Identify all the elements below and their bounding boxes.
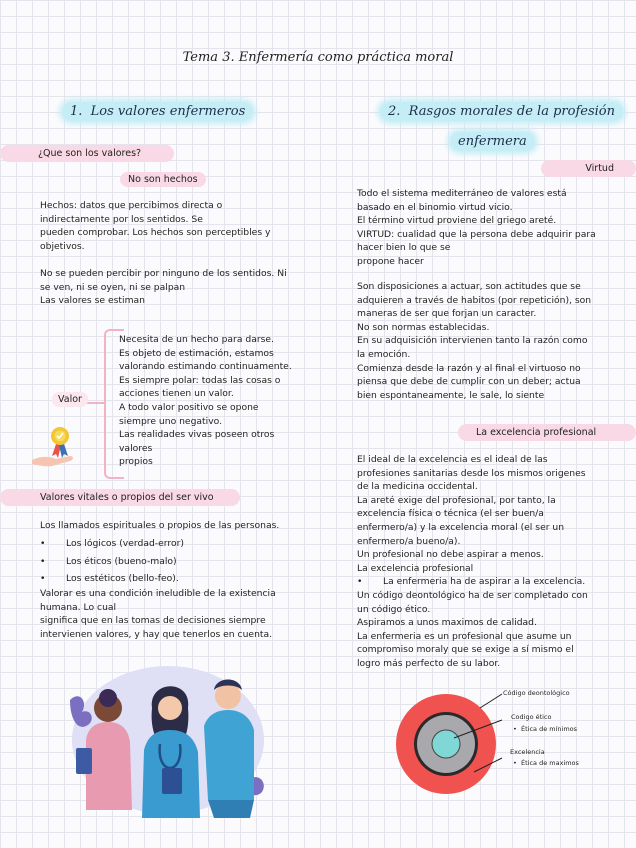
- list-item: [357, 575, 619, 589]
- bullet-icon: •: [40, 573, 46, 584]
- text-line: humana. Lo cual: [40, 601, 117, 613]
- bullet-icon: •: [40, 538, 46, 549]
- text-line: propios: [119, 456, 153, 468]
- diagram-label-deontologico: Código deontológico: [503, 689, 570, 697]
- valor-label: Valor: [52, 392, 88, 407]
- text-line: Es siempre polar: todas las cosas o: [119, 374, 281, 386]
- text-line: Un código deontológico ha de ser completado con: [357, 589, 588, 601]
- text-line: A todo valor positivo se opone: [119, 401, 259, 413]
- text-line: enfermero/a) y la excelencia moral (el ser un: [357, 521, 565, 533]
- text-line: Comienza desde la razón y al final el virtuoso no: [357, 362, 581, 374]
- virtud-paragraph-1: [357, 187, 617, 269]
- no-hechos-badge: No son hechos: [120, 172, 206, 187]
- bullet-text: Los estéticos (bello-feo).: [66, 573, 179, 584]
- bullet-text: La enfermeria ha de aspirar a la excelencia.: [383, 576, 586, 588]
- page-title: Tema 3. Enfermería como práctica moral: [182, 50, 454, 65]
- diagram-item-excelencia: [513, 759, 579, 768]
- text-line: un código ético.: [357, 603, 431, 615]
- text-line: La excelencia profesional: [357, 562, 474, 574]
- excelencia-paragraph-1: [357, 453, 619, 671]
- text-line: compromiso moraly que se exige a sí mismo el: [357, 644, 574, 656]
- text-line: VIRTUD: cualidad que la persona debe adquirir para: [357, 228, 596, 240]
- medal-hand-icon: [30, 422, 78, 468]
- text-line: Son disposiciones a actuar, son actitudes que se: [357, 281, 581, 292]
- bullet-icon: •: [357, 576, 363, 588]
- bullet-icon: •: [40, 555, 46, 567]
- vitales-title: Valores vitales o propios del ser vivo: [40, 492, 214, 503]
- right-heading-2: [450, 134, 535, 149]
- right-heading: [380, 104, 623, 119]
- left-heading: [62, 104, 253, 119]
- virtud-banner: [541, 160, 636, 177]
- excelencia-banner: [458, 424, 636, 441]
- no-percibir-paragraph: [40, 267, 305, 308]
- virtud-title: Virtud: [585, 163, 614, 174]
- bullet-text: Los lógicos (verdad-error): [66, 538, 184, 549]
- diagram-label-etico: Codigo ético: [511, 713, 552, 721]
- text-line: pueden comprobar. Los hechos son perceptibles y: [40, 227, 271, 239]
- text-line: objetivos.: [40, 240, 85, 252]
- text-line: se ven, ni se oyen, ni se palpan: [40, 281, 186, 293]
- right-heading-number: 2.: [388, 104, 401, 119]
- question-banner: [0, 145, 174, 162]
- right-heading-line2: enfermera: [450, 132, 535, 151]
- bullet-icon: •: [513, 759, 517, 767]
- text-line: La enfermeria es un profesional que asume un: [357, 630, 572, 642]
- bullet-text: Los éticos (bueno-malo): [66, 555, 177, 567]
- text-line: No se pueden percibir por ninguno de los sentidos. Ni: [40, 268, 287, 279]
- nurses-illustration: [58, 660, 278, 820]
- text-line: Un profesional no debe aspirar a menos.: [357, 549, 544, 561]
- text-line: significa que en las tomas de decisiones siempre: [40, 615, 266, 627]
- list-item: [40, 555, 310, 573]
- values-bullet-list: [40, 537, 310, 589]
- text-line: logro más perfecto de su labor.: [357, 657, 501, 669]
- valorar-paragraph: [40, 587, 310, 641]
- hechos-paragraph: [40, 199, 300, 253]
- espirituales-text: Los llamados espirituales o propios de las personas.: [40, 520, 280, 531]
- text-line: Todo el sistema mediterráneo de valores está: [357, 188, 567, 199]
- text-line: indirectamente por los sentidos. Se: [40, 213, 203, 225]
- text-line: valores: [119, 442, 153, 454]
- vitales-banner: [0, 489, 240, 506]
- text-line: hacer bien lo que se: [357, 242, 451, 254]
- text-line: En su adquisición intervienen tanto la razón como: [357, 335, 588, 347]
- text-line: No son normas establecidas.: [357, 321, 490, 333]
- text-line: valorando estimando continuamente.: [119, 361, 292, 373]
- virtud-paragraph-2: [357, 280, 619, 402]
- text-line: profesiones sanitarias desde los mismos origenes: [357, 467, 586, 479]
- text-line: la emoción.: [357, 348, 411, 360]
- text-line: Es objeto de estimación, estamos: [119, 347, 274, 359]
- text-line: propone hacer: [357, 255, 424, 267]
- text-line: El término virtud proviene del griego areté.: [357, 215, 557, 227]
- text-line: La areté exige del profesional, por tanto, la: [357, 494, 556, 506]
- excellence-circles-diagram: [394, 686, 504, 800]
- text-line: maneras de ser que forjan un caracter.: [357, 308, 537, 320]
- right-heading-line1: Rasgos morales de la profesión: [408, 104, 615, 119]
- text-line: Valorar es una condición ineludible de la existencia: [40, 588, 276, 599]
- diagram-item-etico: [513, 725, 577, 734]
- bullet-icon: •: [513, 725, 517, 733]
- text-line: adquieren a través de habitos (por repetición), son: [357, 294, 592, 306]
- text-line: basado en el binomio virtud vicio.: [357, 201, 513, 213]
- text-line: El ideal de la excelencia es el ideal de las: [357, 454, 548, 465]
- text-line: Aspiramos a unos maximos de calidad.: [357, 617, 537, 629]
- list-item: [40, 537, 310, 555]
- question-text: ¿Que son los valores?: [38, 148, 142, 159]
- text-line: bien espontaneamente, le sale, lo siente: [357, 389, 545, 401]
- text-line: intervienen valores, y hay que tenerlos en cuenta.: [40, 628, 273, 640]
- valor-connector: [86, 402, 104, 404]
- text-line: siempre uno negativo.: [119, 415, 223, 427]
- text-line: piensa que debe de cumplir con un deber; actua: [357, 376, 581, 388]
- text-line: Necesita de un hecho para darse.: [119, 334, 274, 345]
- text-line: de la medicina occidental.: [357, 481, 478, 493]
- text-line: Hechos: datos que percibimos directa o: [40, 200, 223, 211]
- diagram-item-excelencia-text: Ética de maximos: [520, 759, 579, 767]
- text-line: acciones tienen un valor.: [119, 388, 234, 400]
- left-heading-text: Los valores enfermeros: [90, 104, 246, 119]
- valor-list: [119, 333, 309, 469]
- text-line: Las realidades vivas poseen otros: [119, 429, 275, 441]
- excelencia-title: La excelencia profesional: [476, 427, 597, 438]
- left-heading-number: 1.: [70, 104, 83, 119]
- diagram-item-etico-text: Ética de mínimos: [520, 725, 578, 733]
- diagram-label-excelencia: Excelencia: [510, 748, 545, 756]
- text-line: enfermero/a bueno/a).: [357, 535, 461, 547]
- text-line: Las valores se estiman: [40, 295, 145, 307]
- text-line: excelencia física o técnica (el ser buen/a: [357, 508, 544, 520]
